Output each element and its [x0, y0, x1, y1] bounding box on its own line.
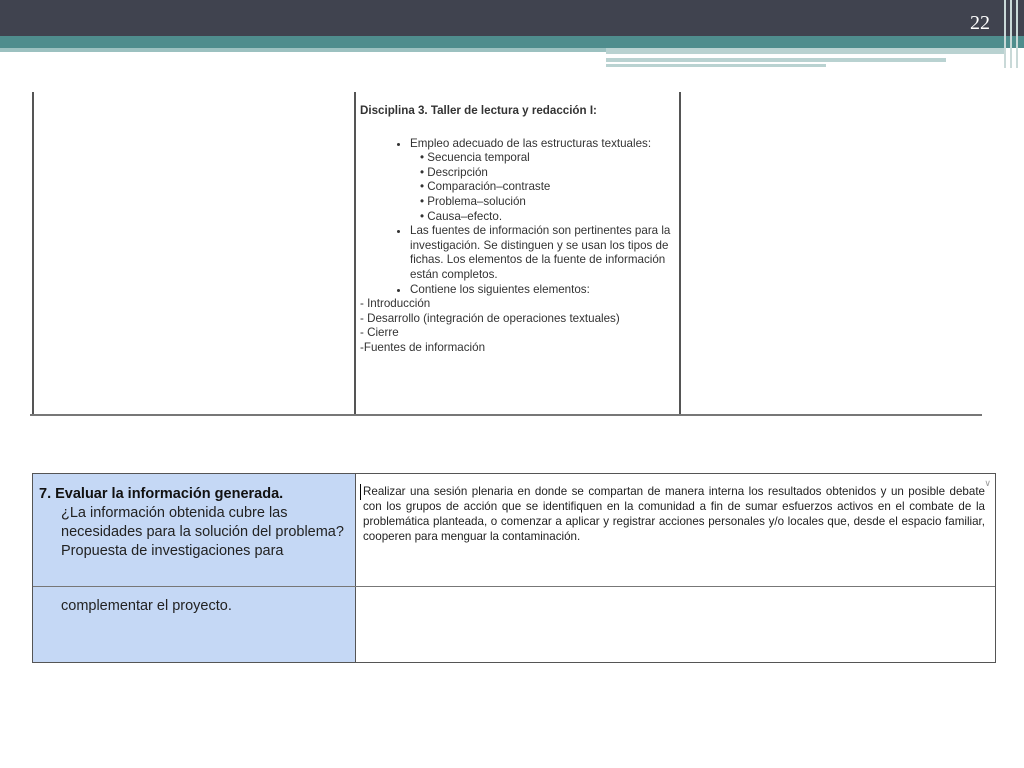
- slide-header-band: [0, 0, 1024, 36]
- list-item: • Secuencia temporal: [420, 151, 678, 166]
- table-border-line: [679, 92, 681, 416]
- criteria-text: Empleo adecuado de las estructuras textuales:: [410, 136, 652, 150]
- criteria-list: [360, 137, 678, 298]
- answer-text[interactable]: Realizar una sesión plenaria en donde se compartan de manera interna los resultados obtenidos y un posible debate con los grupos de acción que se identifiquen en la comunidad a fin de sumar esfuerzos activos en el combate de la problemática planteada, o comenzar a aplicar y registrar acciones personales y/o locales que, desde el espacio familiar, cooperen para menguar la contaminación.: [363, 485, 985, 543]
- header-accent-bar: [606, 64, 826, 67]
- discipline-heading: Disciplina 3. Taller de lectura y redacción I:: [360, 104, 597, 117]
- list-item: [410, 137, 678, 225]
- header-accent-bar: [606, 48, 1006, 54]
- table-bottom-border: [30, 414, 982, 416]
- discipline-cell: [360, 104, 678, 356]
- list-item: • Problema–solución: [420, 195, 678, 210]
- list-item: • Contiene los siguientes elementos:: [410, 283, 678, 298]
- element-line: - Cierre: [360, 326, 399, 340]
- slide-page-number: 22: [970, 12, 990, 34]
- step-question: ¿La información obtenida cubre las necesidades para la solución del problema? Propuesta de investigaciones para: [61, 505, 344, 559]
- rubric-table-fragment-top: [30, 92, 982, 416]
- chevron-down-icon[interactable]: ∨: [984, 478, 991, 488]
- step-cell: [33, 474, 356, 662]
- header-divider-line: [1004, 0, 1006, 68]
- header-divider-line: [1010, 0, 1012, 68]
- list-item: • Comparación–contraste: [420, 180, 678, 195]
- structures-list: [410, 151, 678, 224]
- list-item: • Las fuentes de información son pertinentes para la investigación. Se distinguen y se usan los tipos de fichas. Los elementos de la fuente de información están completos.: [410, 224, 678, 282]
- header-accent-bar: [606, 58, 946, 62]
- table-border-line: [354, 92, 356, 416]
- step-title: 7. Evaluar la información generada.: [39, 486, 284, 502]
- element-line: - Introducción: [360, 297, 431, 311]
- element-line: -Fuentes de información: [360, 340, 486, 354]
- slide-teal-light-band: [0, 48, 606, 52]
- header-divider-line: [1016, 0, 1018, 68]
- list-item: • Causa–efecto.: [420, 210, 678, 225]
- list-item: • Descripción: [420, 166, 678, 181]
- step-question-continued: complementar el proyecto.: [61, 598, 232, 614]
- rubric-table-fragment-bottom: [32, 473, 996, 663]
- slide-teal-band: [0, 36, 1024, 48]
- text-cursor: [360, 484, 361, 500]
- element-line: - Desarrollo (integración de operaciones textuales): [360, 311, 620, 325]
- table-border-line: [32, 92, 34, 416]
- table-row-divider: [33, 586, 995, 587]
